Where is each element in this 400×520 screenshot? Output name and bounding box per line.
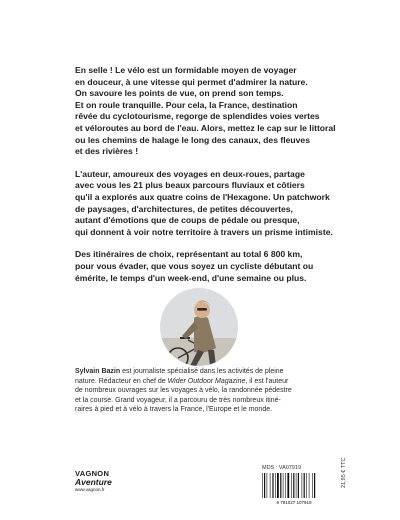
back-cover-blurb — [75, 65, 345, 295]
author-bio — [75, 367, 345, 415]
author-magazine: Wider Outdoor Magazine — [167, 377, 246, 385]
publisher-collection: Aventure — [75, 477, 112, 487]
publisher-logo — [75, 470, 135, 493]
publisher-url: www.vagnon.fr — [75, 487, 105, 492]
isbn-number: 9 791027 107919 — [276, 500, 312, 505]
blurb-paragraph-2: L'auteur, amoureux des voyages en deux-roues, partage avec vous les 21 plus beaux parcours fluviaux et côtiers qu'il a explorés aux quatre coins de l'Hexagone. Un patchwork de paysages, d'architectures, de petites découvertes, autant d'émotions que de coups de pédale ou presque, qui donnent à voir notre territoire à travers un prisme intimiste. — [75, 168, 333, 237]
author-bio-text-b: , il est l'auteur de nombreux ouvrages sur les voyages à vélo, la randonnée pédestre et la course. Grand voyageur, il a parcouru de très nombreux itiné- raires à pied et à vélo à travers la France, l'Europe et le monde. — [75, 377, 292, 413]
mds-code: MDS : VA07919 — [262, 465, 302, 471]
price-label: 21,95 € TTC — [341, 457, 347, 488]
author-portrait-image — [160, 288, 238, 366]
isbn-barcode — [260, 473, 328, 505]
blurb-paragraph-1: En selle ! Le vélo est un formidable moyen de voyager en douceur, à une vitesse qui permet d'admirer la nature. On savoure les points de vue, on prend son temps. Et on roule tranquille. Pour cela, la France, destination rêvée du cyclotourisme, regorge de splendides voies vertes et véloroutes au bord de l'eau. Alors, mettez le cap sur le littoral ou les chemins de halage le long des canaux, des fleuves et des rivières ! — [75, 65, 336, 157]
author-bio-text-a: est journaliste spécialisé dans les activités de pleine nature. Rédacteur en chef de — [75, 368, 284, 385]
publisher-name: VAGNON — [75, 469, 110, 478]
author-photo — [160, 288, 238, 366]
blurb-paragraph-3: Des itinéraires de choix, représentant au total 6 800 km, pour vous évader, que vous soyez un cycliste débutant ou émérite, le temps d'un week-end, d'une semaine ou plus. — [75, 249, 314, 283]
author-name: Sylvain Bazin — [75, 368, 121, 375]
